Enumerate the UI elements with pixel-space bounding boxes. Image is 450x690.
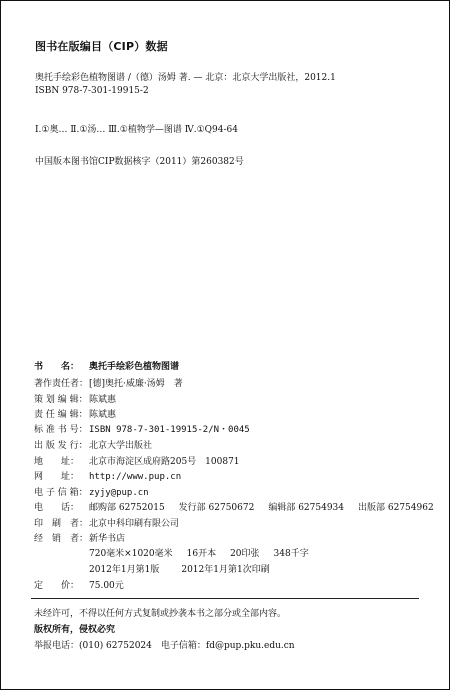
edition-first: 2012年1月第1版 — [89, 565, 160, 575]
publisher-value: 北京大学出版社 — [89, 441, 153, 451]
planner-value: 陈斌惠 — [89, 395, 117, 405]
colophon-publisher-row — [34, 438, 152, 451]
colophon-printer-row — [34, 516, 179, 529]
copy-notice: 未经许可，不得以任何方式复制或抄袭本书之部分或全部内容。 — [34, 609, 287, 619]
isbn-label: 标 准 书 号： — [34, 425, 88, 435]
phone-distribution: 发行部 62750672 — [178, 503, 255, 513]
cip-classification-line: Ⅰ.①奥… Ⅱ.①汤… Ⅲ.①植物学—图谱 Ⅳ.①Q94-64 — [35, 125, 238, 135]
rights-reserved: 版权所有，侵权必究 — [34, 625, 116, 635]
colophon-editor-row — [34, 407, 116, 420]
cip-registration-line: 中国版本图书馆CIP数据核字（2011）第260382号 — [35, 157, 244, 167]
colophon-title-row — [34, 359, 179, 372]
phone-label: 电 话： — [34, 503, 80, 513]
edition-printing: 2012年1月第1次印刷 — [181, 565, 270, 575]
author-label: 著作责任者： — [34, 379, 89, 389]
planner-label: 策 划 编 辑： — [34, 395, 88, 405]
website-value: http://www.pup.cn — [89, 472, 182, 482]
printer-label: 印 刷 者： — [34, 519, 89, 529]
price-value: 75.00元 — [89, 581, 124, 591]
address-label: 地 址： — [34, 457, 80, 467]
price-label: 定 价： — [34, 581, 80, 591]
editor-label: 责 任 编 辑： — [34, 410, 88, 420]
footer-divider — [31, 598, 419, 599]
format-words: 348千字 — [273, 549, 309, 559]
colophon-author-row — [34, 376, 183, 389]
colophon-planner-row — [34, 392, 116, 405]
email-label: 电 子 信 箱： — [34, 488, 88, 498]
phone-publishing: 出版部 62754962 — [358, 503, 434, 513]
seller-label: 经 销 者： — [34, 534, 89, 544]
website-label: 网 址： — [34, 472, 80, 482]
author-value: [德]奥托·威廉·汤姆 著 — [89, 379, 183, 389]
title-value: 奥托手绘彩色植物图谱 — [89, 362, 180, 372]
colophon-website-row — [34, 469, 181, 482]
colophon-seller-row — [34, 531, 125, 544]
printer-value: 北京中科印刷有限公司 — [89, 519, 180, 529]
email-value: zyjy@pup.cn — [89, 488, 149, 498]
title-label: 书 名： — [34, 362, 80, 372]
colophon-isbn-row — [34, 422, 250, 435]
isbn-value: ISBN 978-7-301-19915-2/N・0045 — [89, 425, 250, 435]
publisher-label: 出 版 发 行： — [34, 441, 88, 451]
report-contact: 举报电话：(010) 62752024 电子信箱：fd@pup.pku.edu.cn — [34, 641, 295, 651]
format-size: 720毫米×1020毫米 — [89, 549, 173, 559]
colophon-address-row — [34, 454, 240, 467]
colophon-edition-row — [89, 562, 270, 575]
phone-editorial: 编辑部 62754934 — [268, 503, 345, 513]
seller-value: 新华书店 — [89, 534, 126, 544]
cip-record-line: 奥托手绘彩色植物图谱 /（德）汤姆 著. — 北京：北京大学出版社，2012.1 — [35, 73, 336, 83]
colophon-email-row — [34, 485, 149, 498]
colophon-format-row — [89, 546, 309, 559]
cip-heading: 图书在版编目（CIP）数据 — [35, 40, 168, 53]
phone-mail-order: 邮购部 62752015 — [89, 503, 165, 513]
colophon-price-row — [34, 578, 124, 591]
address-value: 北京市海淀区成府路205号 100871 — [89, 457, 240, 467]
format-folio: 16开本 — [186, 549, 217, 559]
cip-isbn-line: ISBN 978-7-301-19915-2 — [35, 86, 149, 96]
editor-value: 陈斌惠 — [89, 410, 117, 420]
format-sheets: 20印张 — [230, 549, 260, 559]
colophon-phone-row — [34, 500, 434, 513]
